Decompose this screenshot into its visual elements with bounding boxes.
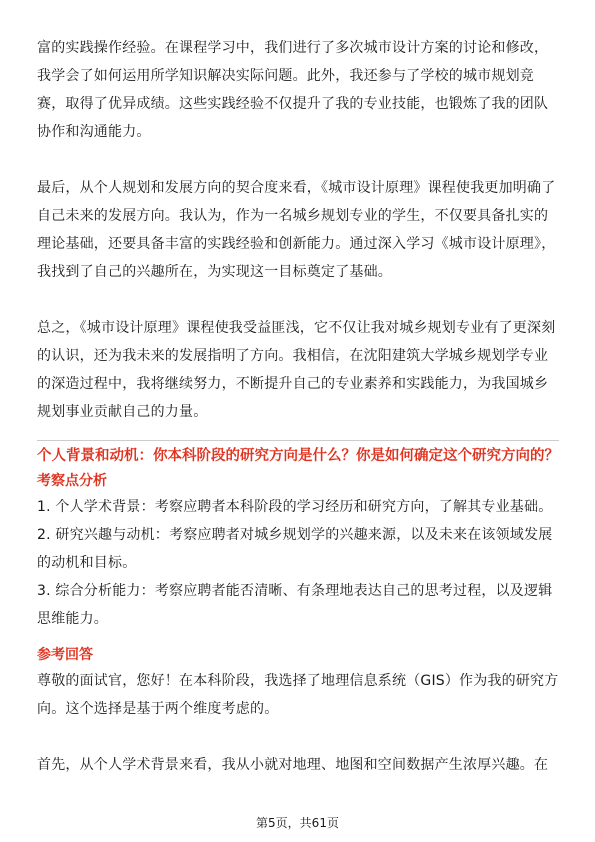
analysis-list xyxy=(37,493,559,633)
list-item: 2. 研究兴趣与动机：考察应聘者对城乡规划学的兴趣来源，以及未来在该领域发展的动机和目标。 xyxy=(37,527,553,571)
answer-paragraph: 首先，从个人学术背景来看，我从小就对地理、地图和空间数据产生浓厚兴趣。在 xyxy=(37,757,549,773)
question-heading: 个人背景和动机：你本科阶段的研究方向是什么？你是如何确定这个研究方向的？ xyxy=(37,448,559,464)
body-paragraph: 总之，《城市设计原理》课程使我受益匪浅，它不仅让我对城乡规划专业有了更深刻的认识，还为我未来的发展指明了方向。我相信，在沈阳建筑大学城乡规划学专业的深造过程中，我将继续努力，不断提升自己的专业素养和实践能力，为我国城乡规划事业贡献自己的力量。 xyxy=(37,320,556,420)
body-paragraph: 富的实践操作经验。在课程学习中，我们进行了多次城市设计方案的讨论和修改，我学会了如何运用所学知识解决实际问题。此外，我还参与了学校的城市规划竞赛，取得了优异成绩。这些实践经验不仅提升了我的专业技能，也锻炼了我的团队协作和沟通能力。 xyxy=(37,40,549,140)
list-item: 3. 综合分析能力：考察应聘者能否清晰、有条理地表达自己的思考过程，以及逻辑思维能力。 xyxy=(37,583,553,627)
page-footer: 第5页，共61页 xyxy=(256,816,339,830)
section-divider xyxy=(37,440,559,441)
analysis-heading: 考察点分析 xyxy=(37,473,107,489)
answer-heading: 参考回答 xyxy=(37,647,93,663)
body-paragraph: 最后，从个人规划和发展方向的契合度来看，《城市设计原理》课程使我更加明确了自己未来的发展方向。我认为，作为一名城乡规划专业的学生，不仅要具备扎实的理论基础，还要具备丰富的实践经验和创新能力。通过深入学习《城市设计原理》，我找到了自己的兴趣所在，为实现这一目标奠定了基础。 xyxy=(37,180,556,280)
document-page xyxy=(37,34,559,779)
answer-paragraph: 尊敬的面试官，您好！在本科阶段，我选择了地理信息系统（GIS）作为我的研究方向。这个选择是基于两个维度考虑的。 xyxy=(37,673,559,717)
list-item: 1. 个人学术背景：考察应聘者本科阶段的学习经历和研究方向，了解其专业基础。 xyxy=(37,499,553,515)
